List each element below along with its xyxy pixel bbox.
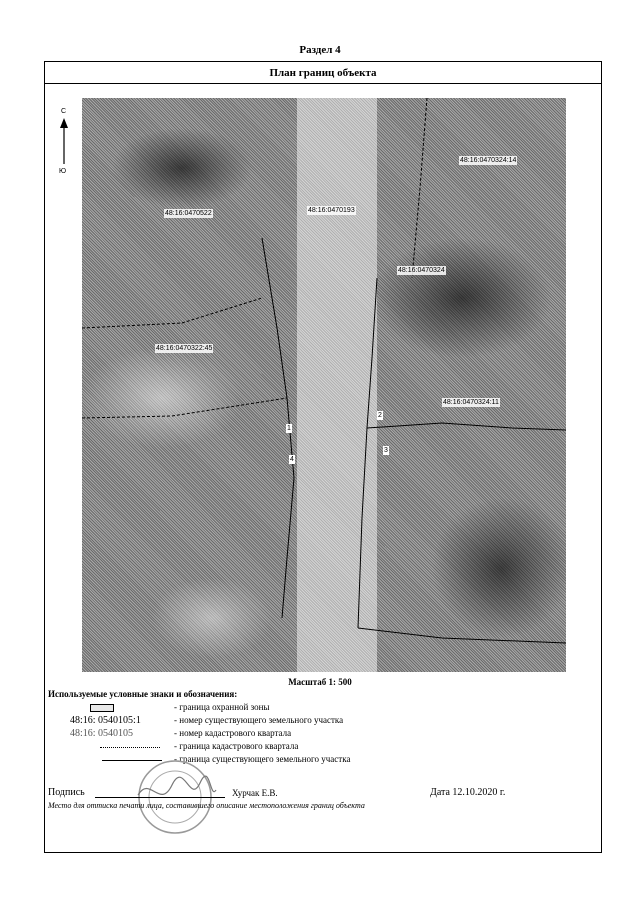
point-label: 1	[287, 425, 291, 432]
point-label: 4	[290, 456, 294, 463]
document-date: Дата 12.10.2020 г.	[430, 787, 506, 798]
legend-item	[60, 702, 480, 713]
parcel-label: 48:16:0470322:45	[156, 345, 213, 352]
parcel-label: 48:16:0470324:11	[443, 399, 499, 406]
legend-item	[60, 715, 480, 726]
scale-label: Масштаб 1: 500	[288, 677, 352, 687]
dotted-line-swatch	[100, 747, 160, 748]
legend-symbol-code: 48:16: 0540105:1	[70, 715, 141, 726]
signer-name: Хурчак Е.В.	[232, 788, 278, 798]
section-title: Раздел 4	[299, 44, 341, 56]
parcel-label: 48:16:0470324:14	[460, 157, 517, 164]
north-arrow-icon	[58, 118, 70, 166]
stamp-place-note: Место для оттиска печати лица, составившего описание местоположения границ объекта	[48, 801, 365, 810]
legend-text: - граница кадастрового квартала	[174, 741, 299, 751]
parcel-label: 48:16:0470324	[398, 267, 445, 274]
compass-north-label: С	[61, 108, 67, 115]
point-label: 2	[378, 412, 382, 419]
legend-symbol	[60, 715, 172, 726]
legend-symbol-code: 48:16: 0540105	[70, 728, 134, 739]
parcel-label: 48:16:0470522	[165, 210, 212, 217]
compass	[58, 108, 72, 178]
legend-symbol	[60, 702, 172, 713]
legend-text: - граница существующего земельного участка	[174, 754, 351, 764]
legend-text: - номер кадастрового квартала	[174, 728, 292, 738]
signature-label: Подпись	[48, 787, 85, 798]
legend-item	[60, 741, 480, 752]
boundary-lines	[82, 98, 566, 672]
aerial-photo	[82, 98, 566, 672]
legend-item	[60, 754, 480, 765]
seal-stamp	[130, 755, 220, 837]
parcel-label: 48:16:0470193	[308, 207, 355, 214]
protection-zone-swatch	[90, 704, 114, 712]
legend-symbol	[60, 728, 172, 739]
legend-text: - номер существующего земельного участка	[174, 715, 344, 725]
compass-south-label: Ю	[59, 168, 67, 175]
legend-symbol	[60, 741, 172, 752]
signature-line	[95, 797, 225, 798]
point-label: 3	[384, 447, 388, 454]
legend-title: Используемые условные знаки и обозначения:	[48, 689, 238, 699]
plan-title: План границ объекта	[45, 62, 601, 84]
legend-text: - граница охранной зоны	[174, 702, 270, 712]
legend-item	[60, 728, 480, 739]
